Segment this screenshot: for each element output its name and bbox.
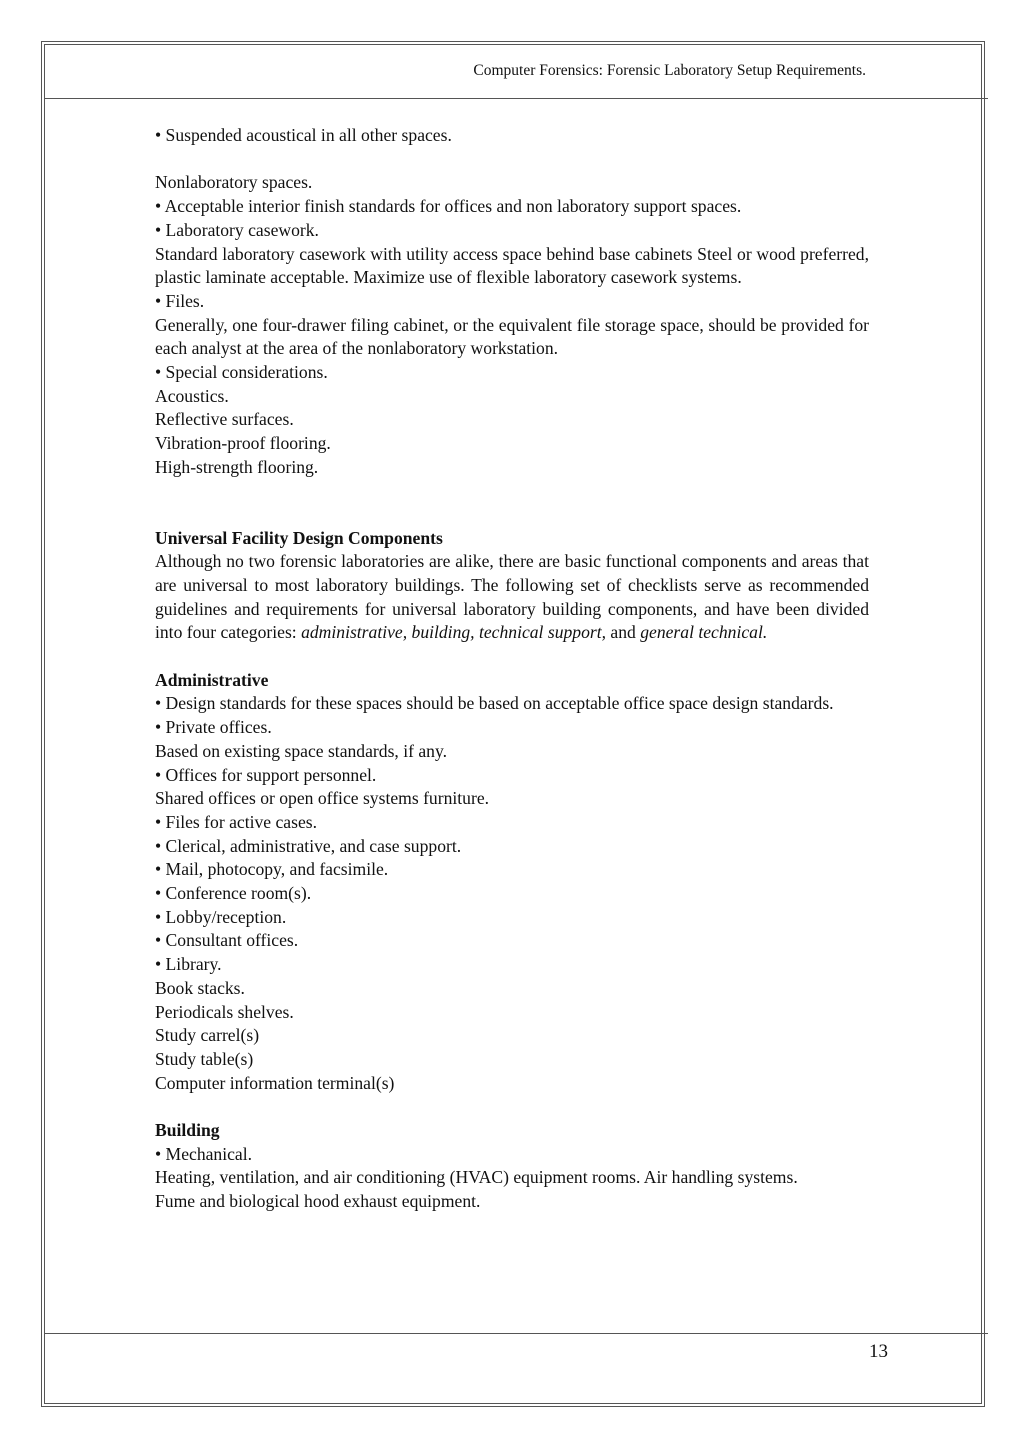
administrative-line-2: Based on existing space standards, if any.	[155, 740, 448, 761]
administrative-line-15: Study table(s)	[155, 1048, 254, 1069]
administrative-line-5: • Files for active cases.	[155, 811, 318, 832]
intro-paragraph-files: Generally, one four-drawer filing cabinet, or the equivalent file storage space, should be provided for each analyst at the area of the nonlaboratory workstation.	[155, 314, 869, 359]
building-line-2: Fume and biological hood exhaust equipment.	[155, 1191, 481, 1212]
administrative-line-12: Book stacks.	[155, 977, 245, 998]
intro-line-1: • Suspended acoustical in all other spaces.	[155, 125, 452, 145]
categories-italic-2: general technical.	[640, 622, 768, 643]
administrative-line-13: Periodicals shelves.	[155, 1001, 294, 1022]
administrative-line-7: • Mail, photocopy, and facsimile.	[155, 859, 389, 880]
intro-paragraph-casework: Standard laboratory casework with utility access space behind base cabinets Steel or wood preferred, plastic laminate acceptable. Maximize use of flexible laboratory casework systems.	[155, 243, 869, 288]
page-number: 13	[869, 1341, 888, 1362]
administrative-line-1: • Private offices.	[155, 717, 272, 738]
intro-line-8: Reflective surfaces.	[155, 409, 294, 430]
intro-line-7: Acoustics.	[155, 385, 229, 406]
intro-line-2: Nonlaboratory spaces.	[155, 172, 313, 193]
intro-line-4: • Laboratory casework.	[155, 219, 319, 240]
administrative-line-4: Shared offices or open office systems furniture.	[155, 788, 490, 809]
administrative-line-9: • Lobby/reception.	[155, 906, 287, 927]
intro-line-10: High-strength flooring.	[155, 456, 319, 477]
section-heading-universal: Universal Facility Design Components	[155, 527, 443, 548]
intro-line-3: • Acceptable interior finish standards for offices and non laboratory support spaces.	[155, 196, 742, 217]
administrative-line-3: • Offices for support personnel.	[155, 764, 377, 785]
building-line-1: • Mechanical.	[155, 1143, 253, 1164]
building-paragraph: Heating, ventilation, and air conditioning (HVAC) equipment rooms. Air handling systems.	[155, 1167, 798, 1188]
section-heading-administrative: Administrative	[155, 669, 269, 690]
administrative-line-14: Study carrel(s)	[155, 1025, 260, 1046]
page-body	[155, 124, 869, 1214]
categories-italic-1: administrative, building, technical support,	[301, 622, 607, 643]
intro-line-9: Vibration-proof flooring.	[155, 433, 331, 454]
administrative-line-11: • Library.	[155, 954, 222, 975]
running-header: Computer Forensics: Forensic Laboratory Setup Requirements.	[473, 62, 866, 79]
section-heading-building: Building	[155, 1120, 220, 1141]
header-rule	[44, 98, 988, 99]
administrative-paragraph: • Design standards for these spaces should be based on acceptable office space design standards.	[155, 693, 834, 714]
administrative-line-6: • Clerical, administrative, and case support.	[155, 835, 462, 856]
administrative-line-16: Computer information terminal(s)	[155, 1072, 395, 1093]
intro-line-5: • Files.	[155, 290, 205, 311]
administrative-line-10: • Consultant offices.	[155, 930, 299, 951]
administrative-line-8: • Conference room(s).	[155, 883, 312, 904]
universal-paragraph: Although no two forensic laboratories are alike, there are basic functional components and areas that are universal to most laboratory buildings. The following set of checklists serve as recommended guidelines and requirements for universal laboratory building components, and have been divided into four categories: administrative, building, technical support, and general technical.	[155, 551, 869, 643]
footer-rule	[44, 1333, 988, 1334]
intro-line-6: • Special considerations.	[155, 362, 328, 383]
